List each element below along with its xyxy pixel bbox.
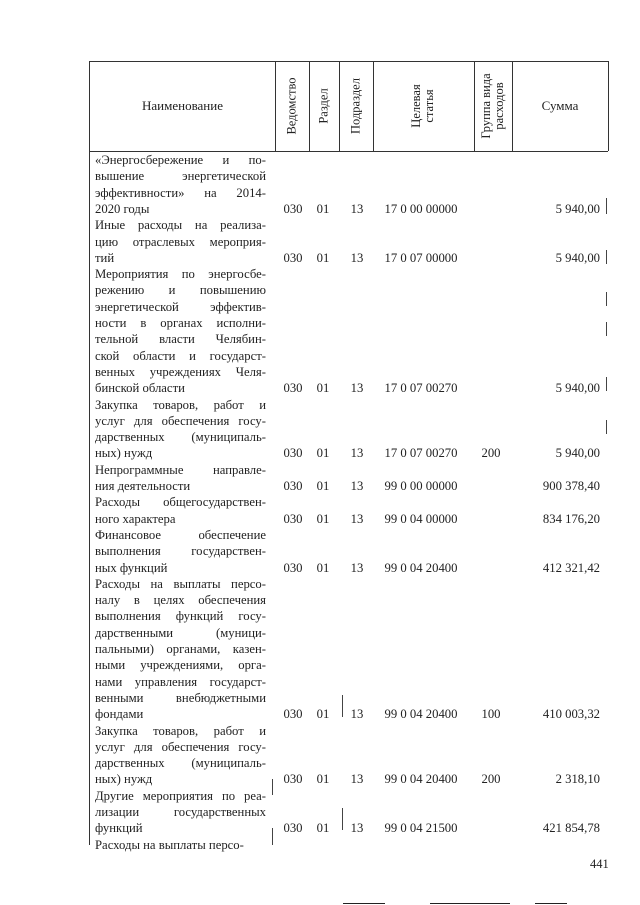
- row-name-line: дарственных (муниципаль-: [95, 430, 266, 445]
- row-razdel: 01: [316, 560, 330, 575]
- column-tick: [342, 808, 343, 830]
- header-sum: Сумма: [541, 98, 579, 113]
- row-name-line: выполнения государствен-: [95, 544, 266, 559]
- row-name-line: Другие мероприятия по реа-: [95, 788, 266, 803]
- row-name-line: дарственных (муниципаль-: [95, 756, 266, 771]
- row-sum: 834 176,20: [542, 511, 600, 526]
- row-name-line: нами управления государст-: [95, 674, 266, 689]
- row-vedomstvo: 030: [283, 479, 303, 493]
- row-vedomstvo: 030: [283, 511, 303, 526]
- column-border-left: [89, 61, 90, 845]
- row-name-line: фондами: [95, 707, 144, 722]
- row-target-article: 99 0 04 20400: [384, 707, 458, 722]
- footer-line: [430, 903, 510, 904]
- row-razdel: 01: [316, 707, 330, 722]
- row-podrazdel: 13: [350, 201, 364, 216]
- row-expense-group: 100: [481, 707, 501, 722]
- row-name-line: тельной власти Челябин-: [95, 332, 266, 347]
- row-name-line: ности в органах исполни-: [95, 316, 266, 330]
- column-tick: [272, 779, 273, 795]
- row-podrazdel: 13: [350, 446, 364, 461]
- row-name-line: дарственными (муници-: [95, 625, 266, 640]
- header-target-article: [410, 84, 436, 127]
- row-razdel: 01: [316, 250, 330, 265]
- row-name-line: режению и повышению: [95, 283, 266, 298]
- row-sum: 5 940,00: [555, 250, 600, 265]
- row-target-article: 99 0 04 21500: [384, 821, 458, 836]
- row-podrazdel: 13: [350, 707, 364, 722]
- header-razdel: Раздел: [316, 88, 331, 124]
- row-name-line: Финансовое обеспечение: [95, 527, 266, 542]
- row-sum: 5 940,00: [555, 446, 600, 461]
- right-tick: [606, 322, 607, 336]
- row-target-article: 17 0 07 00270: [384, 446, 458, 461]
- row-name-line: Расходы общегосударствен-: [95, 495, 266, 510]
- row-podrazdel: 13: [350, 511, 364, 526]
- row-sum: 410 003,32: [542, 707, 600, 722]
- row-name-line: Расходы на выплаты персо-: [95, 837, 244, 852]
- row-name-line: цию отраслевых мероприя-: [95, 234, 266, 249]
- row-name-line: ными учреждениями, орга-: [95, 658, 266, 673]
- header-group-line2: расходов: [492, 82, 506, 130]
- row-name-line: вышение энергетической: [95, 169, 266, 184]
- row-vedomstvo: 030: [283, 772, 303, 787]
- row-sum: 900 378,40: [542, 479, 600, 493]
- row-target-article: 17 0 07 00000: [384, 250, 458, 265]
- row-name-line: энергетической эффектив-: [95, 299, 266, 314]
- row-razdel: 01: [316, 201, 330, 216]
- row-vedomstvo: 030: [283, 560, 303, 575]
- row-name-line: Иные расходы на реализа-: [95, 218, 266, 233]
- row-target-article: 17 0 07 00270: [384, 381, 458, 396]
- header-target-line1: Целевая: [409, 84, 423, 128]
- row-name-line: лизации государственных: [95, 805, 266, 819]
- row-name-line: функций: [95, 821, 143, 836]
- row-name-line: Мероприятия по энергосбе-: [95, 267, 266, 282]
- footer-line: [343, 903, 385, 904]
- row-podrazdel: 13: [350, 250, 364, 265]
- row-name-line: «Энергосбережение и по-: [95, 153, 266, 167]
- header-name: Наименование: [142, 98, 223, 113]
- row-sum: 5 940,00: [555, 381, 600, 396]
- row-razdel: 01: [316, 446, 330, 461]
- row-vedomstvo: 030: [283, 821, 303, 836]
- column-border-ved: [309, 61, 310, 151]
- row-name-line: Непрограммные направле-: [95, 462, 266, 477]
- column-border-razdel: [339, 61, 340, 151]
- row-name-line: эффективности» на 2014-: [95, 185, 266, 200]
- row-name-line: Расходы на выплаты персо-: [95, 576, 266, 591]
- header-expense-group: [480, 73, 506, 138]
- row-name-line: венных учреждениях Челя-: [95, 364, 266, 379]
- row-name-line: услуг для обеспечения госу-: [95, 413, 266, 428]
- column-tick: [272, 828, 273, 845]
- row-podrazdel: 13: [350, 821, 364, 836]
- row-target-article: 17 0 00 00000: [384, 201, 458, 216]
- row-name-line: налу в целях обеспечения: [95, 593, 266, 608]
- header-group-line1: Группа вида: [479, 73, 493, 139]
- row-vedomstvo: 030: [283, 446, 303, 461]
- footer-line: [535, 903, 567, 904]
- row-name-line: пальными) органами, казен-: [95, 642, 266, 656]
- row-razdel: 01: [316, 381, 330, 396]
- row-sum: 5 940,00: [555, 201, 600, 216]
- row-name-line: выполнения функций госу-: [95, 609, 266, 624]
- row-name-line: Закупка товаров, работ и: [95, 397, 266, 412]
- row-name-line: ных) нужд: [95, 772, 153, 787]
- row-vedomstvo: 030: [283, 707, 303, 722]
- row-vedomstvo: 030: [283, 250, 303, 265]
- column-border-podrazdel: [373, 61, 374, 151]
- column-tick: [342, 695, 343, 717]
- right-tick: [606, 250, 607, 264]
- row-name-line: бинской области: [95, 381, 185, 396]
- page-number: 441: [590, 857, 609, 871]
- row-sum: 2 318,10: [555, 772, 600, 787]
- row-vedomstvo: 030: [283, 201, 303, 216]
- row-target-article: 99 0 04 00000: [384, 511, 458, 526]
- row-name-line: Закупка товаров, работ и: [95, 723, 266, 738]
- column-border-article: [474, 61, 475, 151]
- row-razdel: 01: [316, 821, 330, 836]
- row-sum: 421 854,78: [542, 821, 600, 836]
- row-vedomstvo: 030: [283, 381, 303, 396]
- row-expense-group: 200: [481, 446, 501, 461]
- row-podrazdel: 13: [350, 560, 364, 575]
- header-podrazdel: Подраздел: [348, 78, 363, 134]
- row-name-line: ных) нужд: [95, 446, 153, 461]
- row-podrazdel: 13: [350, 381, 364, 396]
- right-tick: [606, 377, 607, 391]
- row-name-line: услуг для обеспечения госу-: [95, 739, 266, 754]
- right-tick: [606, 292, 607, 306]
- row-expense-group: 200: [481, 772, 501, 787]
- row-sum: 412 321,42: [542, 560, 600, 575]
- right-tick: [606, 420, 607, 434]
- row-podrazdel: 13: [350, 772, 364, 787]
- row-target-article: 99 0 04 20400: [384, 560, 458, 575]
- table-top-border: [89, 61, 608, 62]
- row-target-article: 99 0 04 20400: [384, 772, 458, 787]
- row-name-line: венными внебюджетными: [95, 690, 266, 705]
- row-razdel: 01: [316, 772, 330, 787]
- column-border-right: [608, 61, 609, 151]
- row-name-line: ния деятельности: [95, 479, 191, 493]
- header-vedomstvo: Ведомство: [284, 77, 299, 135]
- row-razdel: 01: [316, 479, 330, 493]
- row-name-line: тий: [95, 250, 115, 265]
- row-razdel: 01: [316, 511, 330, 526]
- row-name-line: 2020 годы: [95, 201, 150, 216]
- header-target-line2: статья: [422, 89, 436, 123]
- row-name-line: ской области и государст-: [95, 348, 266, 363]
- row-target-article: 99 0 00 00000: [384, 479, 458, 493]
- row-name-line: ных функций: [95, 560, 168, 575]
- row-name-line: ного характера: [95, 511, 176, 526]
- row-podrazdel: 13: [350, 479, 364, 493]
- right-tick: [606, 198, 607, 214]
- column-border-name: [275, 61, 276, 151]
